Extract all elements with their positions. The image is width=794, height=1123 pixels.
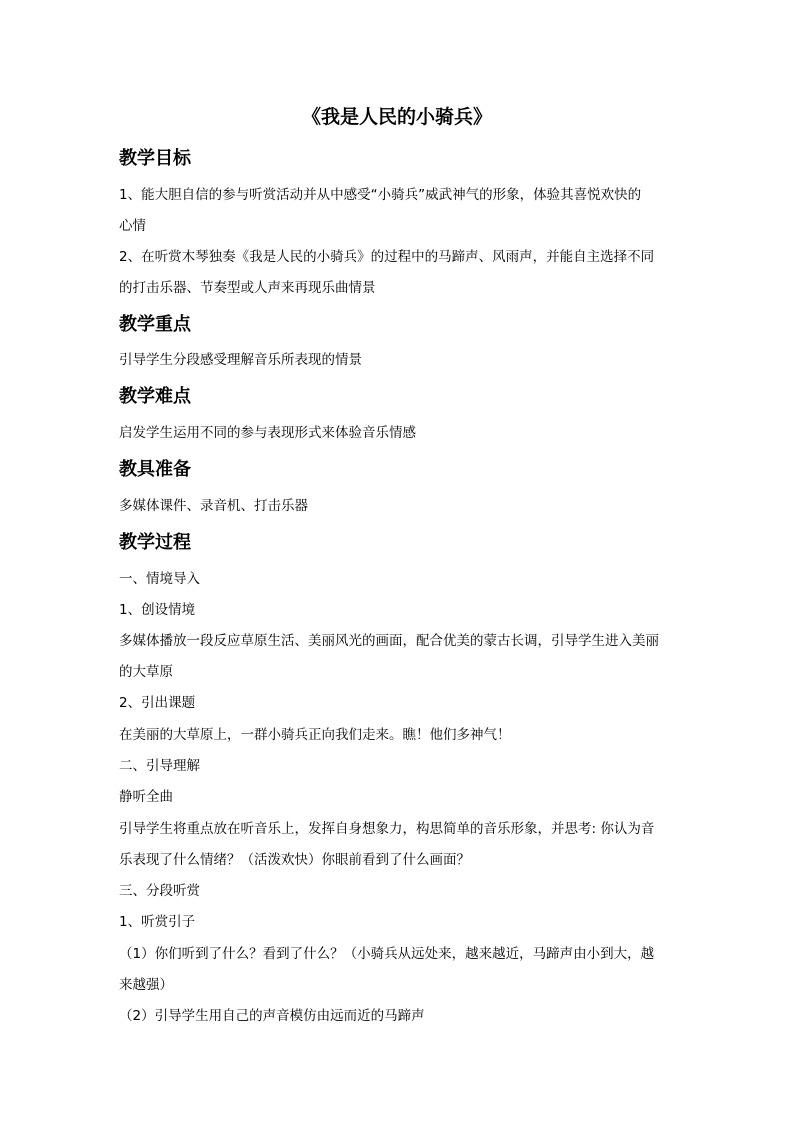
heading-teaching-difficulties: 教学难点 bbox=[119, 386, 191, 407]
process-line: 2、引出课题 bbox=[119, 695, 196, 711]
heading-teaching-tools: 教具准备 bbox=[119, 459, 191, 480]
difficulty-text: 启发学生运用不同的参与表现形式来体验音乐情感 bbox=[119, 425, 416, 441]
process-line: 二、引导理解 bbox=[119, 758, 200, 774]
process-line: 来越强） bbox=[119, 977, 173, 993]
heading-teaching-goals: 教学目标 bbox=[119, 148, 191, 169]
process-line: 在美丽的大草原上，一群小骑兵正向我们走来。瞧！他们多神气！ bbox=[119, 727, 511, 743]
process-line: 多媒体播放一段反应草原生活、美丽风光的画面，配合优美的蒙古长调，引导学生进入美丽 bbox=[119, 633, 659, 649]
heading-teaching-key-points: 教学重点 bbox=[119, 314, 191, 335]
key-point-text: 引导学生分段感受理解音乐所表现的情景 bbox=[119, 352, 362, 368]
process-line: 1、听赏引子 bbox=[119, 914, 196, 930]
document-title: 《我是人民的小骑兵》 bbox=[301, 106, 492, 128]
heading-teaching-process: 教学过程 bbox=[119, 532, 191, 553]
process-line: 三、分段听赏 bbox=[119, 883, 200, 899]
process-line: 的大草原 bbox=[119, 664, 173, 680]
tools-text: 多媒体课件、录音机、打击乐器 bbox=[119, 498, 308, 514]
goal-paragraph-1: 1、能大胆自信的参与听赏活动并从中感受“小骑兵”威武神气的形象，体验其喜悦欢快的 bbox=[119, 187, 642, 203]
process-line: （2）引导学生用自己的声音模仿由远而近的马蹄声 bbox=[119, 1008, 425, 1024]
process-line: 1、创设情境 bbox=[119, 602, 196, 618]
process-line: 乐表现了什么情绪？（活泼欢快）你眼前看到了什么画面？ bbox=[119, 852, 470, 868]
goal-paragraph-2-cont: 的打击乐器、节奏型或人声来再现乐曲情景 bbox=[119, 280, 376, 296]
process-line: （1）你们听到了什么？看到了什么？（小骑兵从远处来，越来越近，马蹄声由小到大，越 bbox=[119, 946, 655, 962]
process-line: 静听全曲 bbox=[119, 789, 173, 805]
goal-paragraph-1-cont: 心情 bbox=[119, 218, 146, 234]
process-line: 一、情境导入 bbox=[119, 571, 200, 587]
process-line: 引导学生将重点放在听音乐上，发挥自身想象力，构思简单的音乐形象，并思考: 你认为音 bbox=[119, 821, 655, 837]
goal-paragraph-2: 2、在听赏木琴独奏《我是人民的小骑兵》的过程中的马蹄声、风雨声，并能自主选择不同 bbox=[119, 249, 655, 265]
